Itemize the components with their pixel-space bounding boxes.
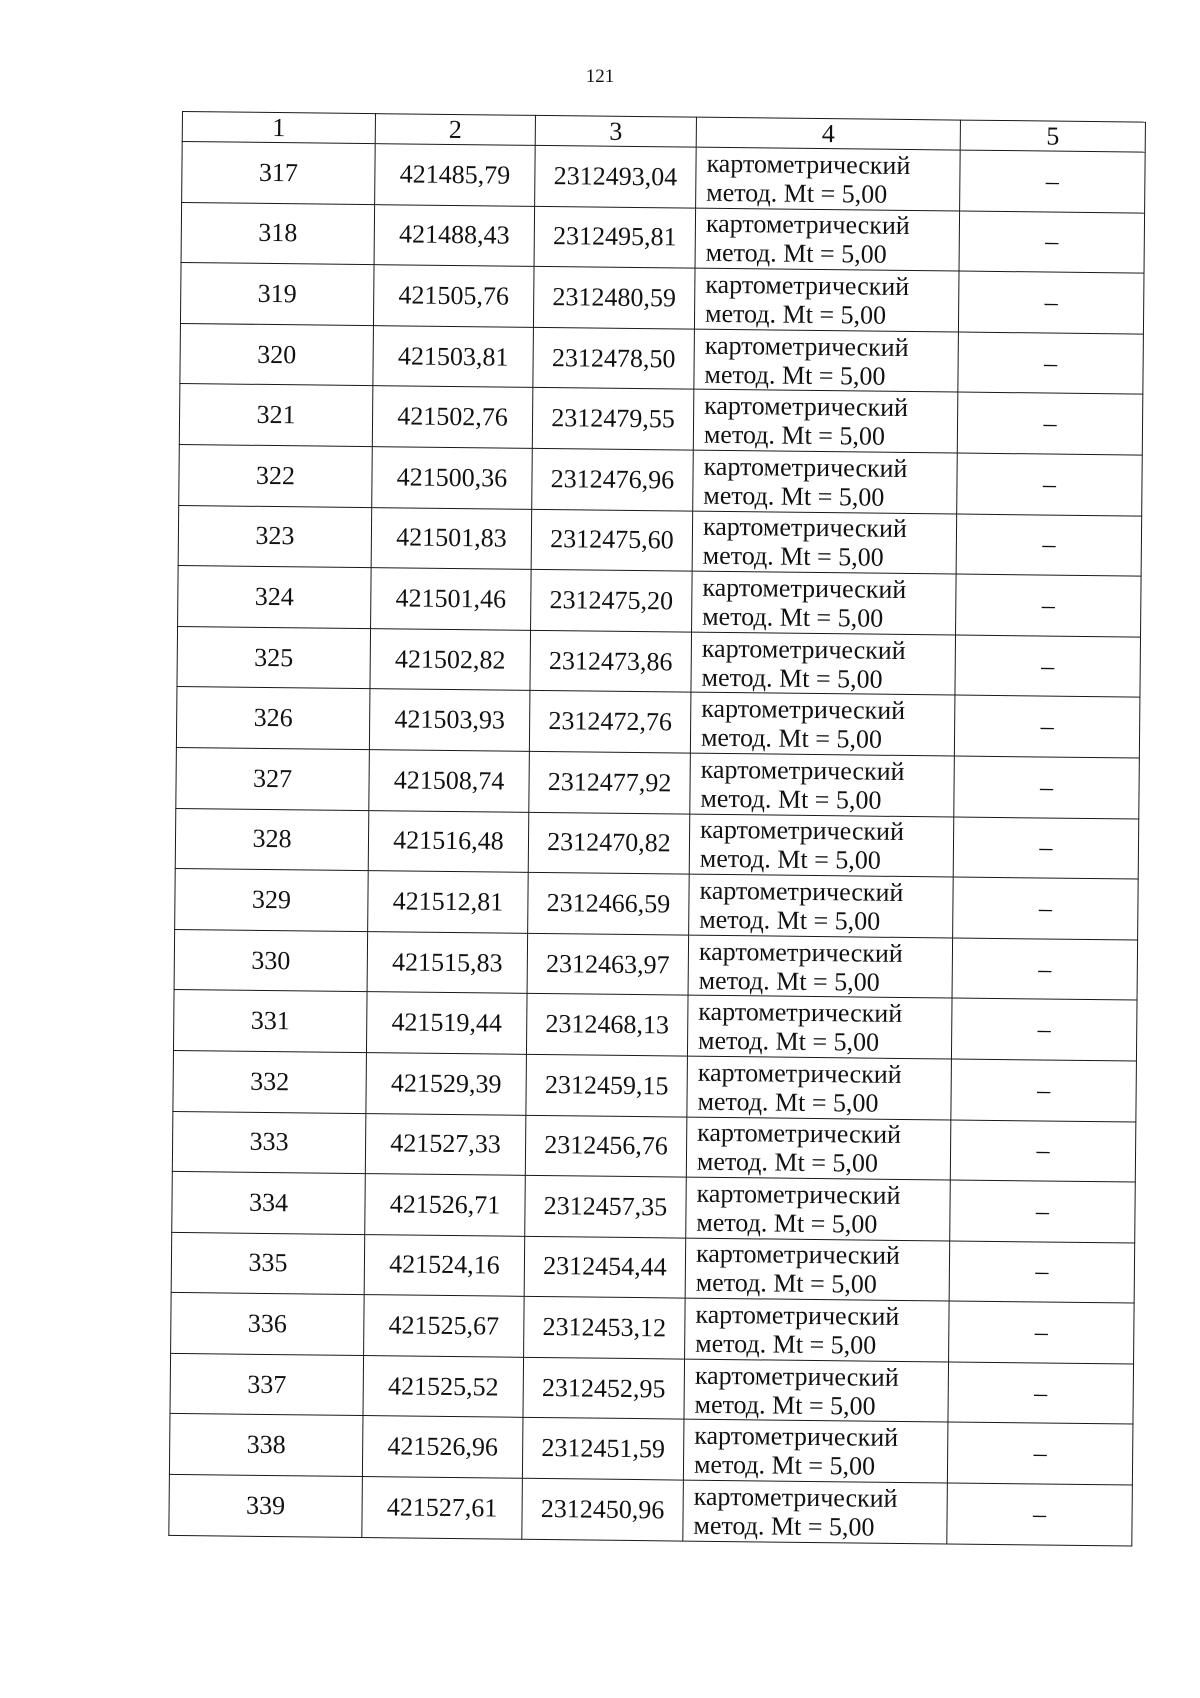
table-row (170, 1353, 1134, 1424)
method-cell (693, 450, 958, 513)
method-cell (696, 147, 961, 210)
note-cell: – (951, 998, 1137, 1061)
note-cell: – (953, 877, 1139, 940)
note-cell: – (957, 392, 1143, 455)
method-cell (689, 874, 954, 937)
point-number-cell: 320 (180, 323, 374, 386)
table-row (178, 505, 1142, 576)
coordinate-x-cell: 421515,83 (367, 931, 528, 993)
coordinate-x-cell: 421502,76 (372, 386, 533, 448)
method-cell (687, 1056, 952, 1119)
method-cell (683, 1480, 948, 1543)
method-line-1: картометрический (703, 451, 908, 483)
coordinate-y-cell: 2312459,15 (526, 1054, 688, 1116)
method-cell (691, 632, 956, 695)
method-line-1: картометрический (697, 1118, 902, 1150)
note-cell: – (954, 756, 1140, 819)
coordinate-y-cell: 2312478,50 (533, 327, 695, 389)
method-line-1: картометрический (705, 209, 910, 241)
method-line-1: картометрический (702, 512, 907, 544)
table-row (178, 566, 1142, 637)
point-number-cell: 329 (175, 869, 369, 932)
coordinate-y-cell: 2312473,86 (530, 630, 692, 692)
coordinate-y-cell: 2312472,76 (529, 691, 691, 753)
method-line-2: метод. Mt = 5,00 (700, 783, 882, 815)
header-col-2: 2 (375, 114, 535, 146)
method-cell (684, 1359, 949, 1422)
method-cell (685, 1238, 950, 1301)
coordinate-x-cell: 421516,48 (368, 810, 529, 872)
header-col-1: 1 (182, 112, 375, 144)
coordinate-x-cell: 421524,16 (364, 1234, 525, 1296)
point-number-cell: 324 (178, 566, 372, 629)
method-cell (693, 390, 958, 453)
method-line-2: метод. Mt = 5,00 (693, 1510, 875, 1542)
note-cell: – (956, 514, 1142, 577)
coordinate-x-cell: 421485,79 (375, 144, 536, 206)
coordinate-y-cell: 2312453,12 (524, 1297, 686, 1359)
method-line-1: картометрический (693, 1481, 898, 1513)
coordinate-x-cell: 421526,71 (365, 1174, 526, 1236)
method-line-2: метод. Mt = 5,00 (702, 541, 884, 573)
note-cell: – (955, 635, 1141, 698)
coordinate-y-cell: 2312493,04 (535, 145, 697, 207)
header-col-5: 5 (960, 120, 1145, 152)
coordinate-x-cell: 421529,39 (366, 1052, 527, 1114)
point-number-cell: 332 (173, 1050, 367, 1113)
page-number: 121 (585, 66, 615, 87)
method-line-1: картометрический (699, 875, 904, 907)
note-cell: – (947, 1483, 1133, 1546)
method-cell (690, 753, 955, 816)
note-cell: – (958, 271, 1144, 334)
header-col-3: 3 (535, 115, 696, 147)
note-cell: – (949, 1241, 1135, 1304)
coordinate-x-cell: 421505,76 (373, 265, 534, 327)
table-row (180, 263, 1144, 334)
method-cell (694, 268, 959, 331)
point-number-cell: 326 (176, 687, 370, 750)
note-cell: – (957, 453, 1143, 516)
point-number-cell: 325 (177, 626, 371, 689)
method-line-2: метод. Mt = 5,00 (695, 1328, 877, 1360)
coordinate-y-cell: 2312477,92 (529, 751, 691, 813)
point-number-cell: 334 (172, 1172, 366, 1235)
method-line-1: картометрический (699, 815, 905, 847)
method-line-2: метод. Mt = 5,00 (704, 298, 887, 330)
method-cell (688, 935, 953, 998)
coordinate-x-cell: 421527,61 (362, 1477, 523, 1539)
method-line-1: картометрический (695, 1239, 901, 1271)
table-body (169, 142, 1145, 1546)
point-number-cell: 339 (169, 1474, 363, 1537)
method-line-2: метод. Mt = 5,00 (696, 1207, 878, 1239)
coordinate-y-cell: 2312452,95 (523, 1357, 685, 1419)
coordinate-x-cell: 421501,83 (371, 507, 532, 569)
point-number-cell: 331 (173, 990, 367, 1053)
method-cell (685, 1298, 950, 1361)
table-row (173, 1050, 1137, 1121)
table-row (179, 384, 1143, 455)
coordinate-y-cell: 2312454,44 (524, 1236, 686, 1298)
method-line-2: метод. Mt = 5,00 (693, 1449, 876, 1481)
note-cell: – (956, 574, 1142, 637)
method-line-1: картометрический (704, 390, 909, 423)
table-row (172, 1111, 1136, 1182)
method-line-2: метод. Mt = 5,00 (698, 965, 880, 997)
table-row (181, 202, 1145, 273)
point-number-cell: 337 (170, 1353, 364, 1416)
coordinate-x-cell: 421502,82 (370, 628, 531, 690)
method-cell (687, 995, 952, 1058)
method-cell (692, 571, 957, 634)
method-line-1: картометрический (706, 148, 911, 180)
note-cell: – (947, 1422, 1133, 1485)
method-line-1: картометрический (701, 693, 906, 726)
method-line-2: метод. Mt = 5,00 (705, 238, 887, 270)
coordinate-y-cell: 2312479,55 (532, 388, 694, 450)
coordinate-y-cell: 2312456,76 (525, 1115, 687, 1177)
note-cell: – (954, 695, 1140, 758)
method-line-2: метод. Mt = 5,00 (703, 480, 885, 512)
note-cell: – (950, 1180, 1136, 1243)
note-cell: – (953, 817, 1139, 880)
table-row (173, 990, 1137, 1061)
table-row (175, 808, 1139, 879)
point-number-cell: 333 (172, 1111, 366, 1174)
note-cell: – (960, 150, 1146, 213)
coordinate-y-cell: 2312475,60 (531, 509, 693, 571)
coordinate-x-cell: 421512,81 (368, 871, 529, 933)
coordinates-table (168, 111, 1146, 1546)
method-cell (689, 814, 954, 877)
method-line-2: метод. Mt = 5,00 (706, 177, 888, 209)
method-line-2: метод. Mt = 5,00 (697, 1025, 880, 1057)
table-row (175, 869, 1139, 940)
table-row (171, 1232, 1135, 1303)
point-number-cell: 317 (182, 142, 376, 205)
coordinate-x-cell: 421501,46 (371, 568, 532, 630)
coordinate-x-cell: 421508,74 (369, 750, 530, 812)
point-number-cell: 330 (174, 929, 368, 992)
note-cell: – (958, 332, 1144, 395)
method-line-2: метод. Mt = 5,00 (702, 601, 884, 633)
note-cell: – (959, 211, 1145, 274)
coordinate-y-cell: 2312475,20 (531, 570, 693, 632)
coordinate-y-cell: 2312450,96 (522, 1478, 684, 1540)
method-line-1: картометрический (698, 936, 903, 968)
coordinate-y-cell: 2312468,13 (526, 994, 688, 1056)
table-row (179, 444, 1143, 515)
method-line-1: картометрический (694, 1360, 899, 1392)
method-cell (695, 208, 960, 271)
table-row (176, 687, 1140, 758)
point-number-cell: 336 (171, 1293, 365, 1356)
method-cell (690, 692, 955, 755)
point-number-cell: 318 (181, 202, 375, 265)
note-cell: – (949, 1301, 1135, 1364)
method-line-2: метод. Mt = 5,00 (697, 1086, 879, 1118)
note-cell: – (952, 938, 1138, 1001)
method-line-2: метод. Mt = 5,00 (694, 1389, 876, 1421)
table-row (177, 626, 1141, 697)
coordinate-x-cell: 421488,43 (374, 204, 535, 266)
coordinate-x-cell: 421527,33 (365, 1113, 526, 1175)
point-number-cell: 327 (176, 747, 370, 810)
table-row (169, 1414, 1133, 1485)
method-line-2: метод. Mt = 5,00 (701, 662, 883, 694)
method-line-2: метод. Mt = 5,00 (699, 904, 881, 936)
coordinate-y-cell: 2312470,82 (528, 812, 690, 874)
method-cell (692, 511, 957, 574)
table-row (180, 323, 1144, 394)
method-line-1: картометрический (705, 269, 910, 301)
method-line-1: картометрический (697, 1057, 902, 1089)
method-line-2: метод. Mt = 5,00 (696, 1147, 879, 1178)
coordinate-x-cell: 421503,81 (373, 325, 534, 387)
header-col-4: 4 (696, 117, 960, 150)
method-line-1: картометрический (702, 572, 907, 604)
note-cell: – (950, 1120, 1136, 1183)
table-row (171, 1293, 1135, 1364)
coordinate-x-cell: 421525,67 (364, 1295, 525, 1357)
coordinate-y-cell: 2312451,59 (522, 1418, 684, 1480)
coordinate-y-cell: 2312495,81 (534, 206, 696, 268)
point-number-cell: 338 (169, 1414, 363, 1477)
method-line-1: картометрический (695, 1299, 900, 1332)
note-cell: – (948, 1362, 1134, 1425)
point-number-cell: 319 (180, 263, 374, 326)
point-number-cell: 328 (175, 808, 369, 871)
method-cell (683, 1420, 948, 1483)
method-cell (686, 1117, 951, 1180)
table-row (176, 747, 1140, 818)
method-cell (686, 1177, 951, 1240)
method-line-1: картометрический (696, 1178, 901, 1210)
table-row (169, 1474, 1133, 1545)
point-number-cell: 335 (171, 1232, 365, 1295)
coordinate-x-cell: 421526,96 (362, 1416, 523, 1478)
coordinate-y-cell: 2312463,97 (527, 933, 689, 995)
table-row (172, 1172, 1136, 1243)
method-line-2: метод. Mt = 5,00 (704, 359, 886, 391)
table-row (174, 929, 1138, 1000)
method-line-1: картометрический (694, 1420, 899, 1453)
point-number-cell: 321 (179, 384, 373, 447)
coordinate-y-cell: 2312480,59 (533, 267, 695, 329)
method-line-1: картометрический (701, 633, 906, 665)
method-line-1: картометрический (700, 754, 905, 786)
method-cell (694, 329, 959, 392)
coordinate-x-cell: 421525,52 (363, 1355, 524, 1417)
point-number-cell: 322 (179, 444, 373, 507)
table-row (182, 142, 1146, 213)
method-line-1: картометрический (698, 996, 903, 1029)
point-number-cell: 323 (178, 505, 372, 568)
coordinate-x-cell: 421503,93 (369, 689, 530, 751)
coordinate-y-cell: 2312457,35 (525, 1175, 687, 1237)
method-line-2: метод. Mt = 5,00 (700, 722, 883, 754)
coordinate-y-cell: 2312476,96 (532, 448, 694, 510)
method-line-2: метод. Mt = 5,00 (703, 419, 886, 451)
coordinate-y-cell: 2312466,59 (528, 872, 690, 934)
note-cell: – (951, 1059, 1137, 1122)
coordinate-x-cell: 421519,44 (366, 992, 527, 1054)
coordinate-x-cell: 421500,36 (372, 447, 533, 509)
method-line-2: метод. Mt = 5,00 (699, 844, 881, 876)
method-line-2: метод. Mt = 5,00 (695, 1268, 877, 1300)
method-line-1: картометрический (704, 330, 909, 362)
